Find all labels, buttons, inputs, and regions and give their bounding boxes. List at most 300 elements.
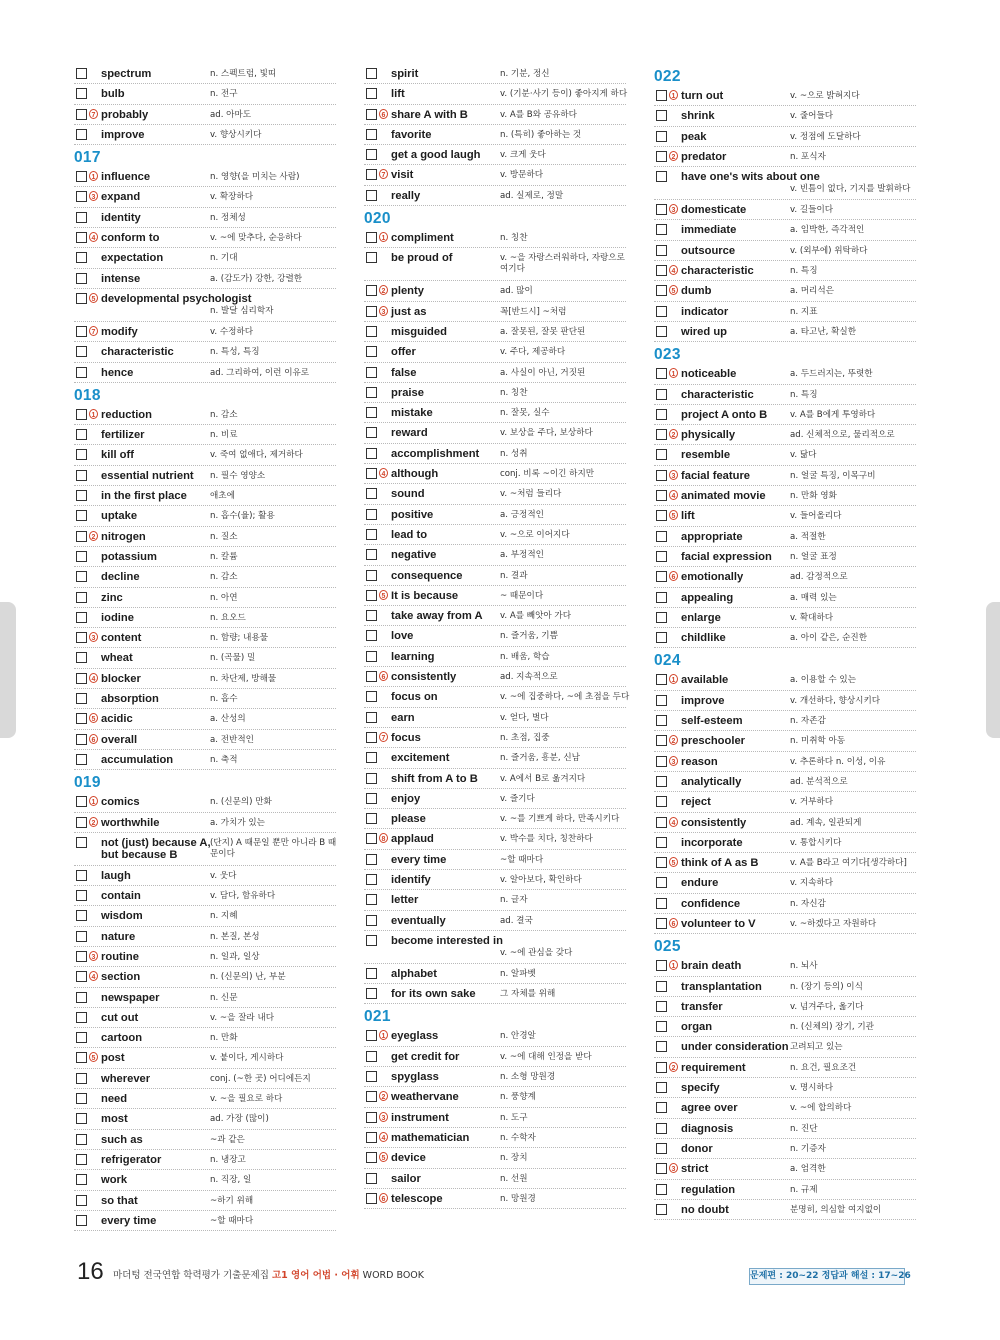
study-checkbox[interactable] [656, 981, 667, 992]
vocab-row [74, 506, 336, 526]
vocab-meaning: n. 망원경 [500, 1193, 536, 1204]
study-checkbox[interactable] [366, 88, 377, 99]
study-checkbox[interactable] [656, 171, 667, 182]
vocab-meaning: v. 정점에 도달하다 [790, 131, 861, 142]
vocab-row [364, 850, 626, 870]
vocab-row [654, 1180, 916, 1200]
vocab-word: favorite [391, 128, 432, 141]
study-checkbox[interactable] [366, 387, 377, 398]
vocab-row [364, 708, 626, 728]
vocab-meaning: n. 결과 [500, 570, 528, 581]
page-number: 16 [77, 1258, 104, 1285]
study-checkbox[interactable] [76, 109, 87, 120]
vocab-row [654, 147, 916, 167]
vocab-row [74, 289, 336, 322]
study-checkbox[interactable] [366, 1091, 377, 1102]
vocab-word: excitement [391, 752, 450, 765]
study-checkbox[interactable] [76, 890, 87, 901]
study-checkbox[interactable] [76, 510, 87, 521]
study-checkbox[interactable] [656, 1062, 667, 1073]
vocab-word: zinc [101, 591, 123, 604]
study-checkbox[interactable] [656, 449, 667, 460]
study-checkbox[interactable] [366, 793, 377, 804]
study-checkbox[interactable] [76, 1134, 87, 1145]
vocab-row [364, 911, 626, 931]
study-checkbox[interactable] [76, 212, 87, 223]
study-checkbox[interactable] [656, 110, 667, 121]
vocab-word: praise [391, 386, 424, 399]
study-checkbox[interactable] [76, 326, 87, 337]
vocab-meaning: n. (곡물) 밀 [210, 653, 256, 664]
study-checkbox[interactable] [76, 1073, 87, 1084]
study-checkbox[interactable] [366, 190, 377, 201]
vocab-meaning: v. ~에 대해 인정을 받다 [500, 1051, 592, 1062]
vocab-word: accumulation [101, 753, 174, 766]
question-number-badge: 5 [89, 713, 98, 723]
study-checkbox[interactable] [656, 429, 667, 440]
vocab-word: expectation [101, 252, 164, 265]
vocab-word: predator [681, 150, 727, 163]
study-checkbox[interactable] [656, 918, 667, 929]
vocab-word: animated movie [681, 490, 766, 503]
vocab-word: share A with B [391, 108, 468, 121]
vocab-meaning: v. 지속하다 [790, 878, 834, 889]
footer-subject: 고1 영어 어법 · 어휘 [271, 1270, 360, 1281]
footer-word-book: WORD BOOK [362, 1270, 425, 1281]
vocab-row [364, 403, 626, 423]
vocab-meaning: v. 들어올리다 [790, 511, 842, 522]
study-checkbox[interactable] [366, 468, 377, 479]
study-checkbox[interactable] [656, 389, 667, 400]
question-number-badge: 2 [669, 151, 678, 161]
vocab-row [364, 302, 626, 322]
vocab-word: lead to [391, 528, 428, 541]
vocab-word: project A onto B [681, 408, 768, 421]
vocab-row [74, 813, 336, 833]
study-checkbox[interactable] [76, 652, 87, 663]
question-number-badge: 1 [89, 171, 98, 181]
vocab-meaning: n. 감소 [210, 409, 238, 420]
vocab-word: reason [681, 755, 718, 768]
study-checkbox[interactable] [76, 971, 87, 982]
study-checkbox[interactable] [656, 409, 667, 420]
study-checkbox[interactable] [76, 531, 87, 542]
study-checkbox[interactable] [656, 592, 667, 603]
vocab-word: facial feature [681, 469, 751, 482]
question-number-badge: 4 [89, 673, 98, 683]
vocab-meaning: 고려되고 있는 [790, 1042, 843, 1053]
study-checkbox[interactable] [76, 693, 87, 704]
study-checkbox[interactable] [656, 1082, 667, 1093]
study-checkbox[interactable] [76, 429, 87, 440]
question-number-badge: 7 [89, 109, 98, 119]
study-checkbox[interactable] [656, 326, 667, 337]
vocab-word: characteristic [681, 265, 754, 278]
study-checkbox[interactable] [366, 630, 377, 641]
study-checkbox[interactable] [656, 204, 667, 215]
study-checkbox[interactable] [76, 293, 87, 304]
study-checkbox[interactable] [366, 306, 377, 317]
study-checkbox[interactable] [76, 951, 87, 962]
vocab-meaning: n. 알파벳 [500, 968, 536, 979]
study-checkbox[interactable] [656, 1123, 667, 1134]
study-checkbox[interactable] [656, 857, 667, 868]
vocab-column-3 [654, 64, 916, 1220]
study-checkbox[interactable] [656, 551, 667, 562]
study-checkbox[interactable] [366, 712, 377, 723]
study-checkbox[interactable] [366, 894, 377, 905]
study-checkbox[interactable] [656, 1021, 667, 1032]
vocab-row [654, 1139, 916, 1159]
study-checkbox[interactable] [76, 632, 87, 643]
study-checkbox[interactable] [656, 265, 667, 276]
vocab-row [74, 322, 336, 342]
study-checkbox[interactable] [366, 1112, 377, 1123]
study-checkbox[interactable] [76, 1195, 87, 1206]
study-checkbox[interactable] [76, 612, 87, 623]
study-checkbox[interactable] [656, 877, 667, 888]
study-checkbox[interactable] [656, 510, 667, 521]
vocab-meaning: n. 발달 심리학자 [210, 305, 274, 316]
study-checkbox[interactable] [366, 935, 377, 946]
study-checkbox[interactable] [366, 68, 377, 79]
vocab-word: characteristic [101, 346, 174, 359]
vocab-meaning: a. 두드러지는, 뚜렷한 [790, 369, 873, 380]
study-checkbox[interactable] [656, 151, 667, 162]
study-checkbox[interactable] [366, 854, 377, 865]
study-checkbox[interactable] [366, 529, 377, 540]
study-checkbox[interactable] [76, 910, 87, 921]
study-checkbox[interactable] [656, 531, 667, 542]
vocab-row [364, 870, 626, 890]
vocab-meaning: a. 전반적인 [210, 734, 254, 745]
vocab-word: noticeable [681, 368, 737, 381]
question-number-badge: 5 [669, 857, 678, 867]
study-checkbox[interactable] [76, 754, 87, 765]
study-checkbox[interactable] [366, 232, 377, 243]
study-checkbox[interactable] [76, 837, 87, 848]
study-checkbox[interactable] [366, 773, 377, 784]
study-checkbox[interactable] [366, 691, 377, 702]
study-checkbox[interactable] [366, 1030, 377, 1041]
vocab-word: transplantation [681, 980, 762, 993]
vocab-word: consequence [391, 569, 463, 582]
vocab-meaning: v. 보상을 주다, 보상하다 [500, 428, 593, 439]
vocab-meaning: n. 함량; 내용물 [210, 633, 269, 644]
vocab-meaning: a. 머리석은 [790, 286, 834, 297]
study-checkbox[interactable] [656, 224, 667, 235]
vocab-meaning: n. 냉장고 [210, 1154, 246, 1165]
study-checkbox[interactable] [76, 68, 87, 79]
study-checkbox[interactable] [366, 367, 377, 378]
vocab-meaning: ~과 같은 [210, 1134, 245, 1145]
vocab-row [654, 261, 916, 281]
vocab-meaning: v. ~을 자랑스러워하다, 자랑으로 여기다 [500, 253, 625, 275]
vocab-row [74, 669, 336, 689]
study-checkbox[interactable] [366, 732, 377, 743]
study-checkbox[interactable] [76, 592, 87, 603]
study-checkbox[interactable] [76, 367, 87, 378]
study-checkbox[interactable] [366, 610, 377, 621]
vocab-word: alphabet [391, 967, 438, 980]
vocab-word: diagnosis [681, 1122, 734, 1135]
study-checkbox[interactable] [366, 427, 377, 438]
study-checkbox[interactable] [656, 612, 667, 623]
vocab-row [654, 977, 916, 997]
vocab-word: wisdom [101, 910, 143, 923]
vocab-word: content [101, 632, 142, 645]
vocab-row [74, 64, 336, 84]
study-checkbox[interactable] [366, 129, 377, 140]
vocab-meaning: ad. 지속적으로 [500, 672, 558, 683]
vocab-meaning: n. 초점, 집중 [500, 732, 550, 743]
study-checkbox[interactable] [76, 817, 87, 828]
study-checkbox[interactable] [76, 490, 87, 501]
study-checkbox[interactable] [366, 1173, 377, 1184]
vocab-word: wheat [101, 652, 133, 665]
study-checkbox[interactable] [656, 131, 667, 142]
study-checkbox[interactable] [366, 549, 377, 560]
footer-book-title: 마더텅 전국연합 학력평가 기출문제집 [113, 1270, 269, 1281]
study-checkbox[interactable] [656, 1041, 667, 1052]
study-checkbox[interactable] [656, 695, 667, 706]
vocab-row [654, 302, 916, 322]
vocab-word: enjoy [391, 792, 421, 805]
section-heading: 021 [364, 1008, 391, 1026]
study-checkbox[interactable] [656, 817, 667, 828]
study-checkbox[interactable] [366, 252, 377, 263]
vocab-row [364, 1108, 626, 1128]
vocab-meaning: v. 거부하다 [790, 797, 834, 808]
vocab-meaning: n. 차단제, 방해물 [210, 673, 277, 684]
study-checkbox[interactable] [366, 813, 377, 824]
study-checkbox[interactable] [366, 488, 377, 499]
study-checkbox[interactable] [366, 169, 377, 180]
study-checkbox[interactable] [76, 992, 87, 1003]
study-checkbox[interactable] [76, 734, 87, 745]
study-checkbox[interactable] [366, 874, 377, 885]
study-checkbox[interactable] [656, 306, 667, 317]
study-checkbox[interactable] [366, 1193, 377, 1204]
study-checkbox[interactable] [76, 252, 87, 263]
vocab-word: no doubt [681, 1203, 729, 1216]
study-checkbox[interactable] [366, 1071, 377, 1082]
study-checkbox[interactable] [76, 870, 87, 881]
vocab-row [364, 165, 626, 185]
vocab-row [654, 853, 916, 873]
study-checkbox[interactable] [366, 448, 377, 459]
vocab-row [74, 1048, 336, 1068]
vocab-meaning: n. 만화 영화 [790, 491, 837, 502]
study-checkbox[interactable] [656, 470, 667, 481]
study-checkbox[interactable] [656, 960, 667, 971]
study-checkbox[interactable] [656, 1001, 667, 1012]
vocab-row [364, 545, 626, 565]
study-checkbox[interactable] [656, 285, 667, 296]
study-checkbox[interactable] [76, 171, 87, 182]
study-checkbox[interactable] [366, 1152, 377, 1163]
study-checkbox[interactable] [76, 273, 87, 284]
study-checkbox[interactable] [366, 651, 377, 662]
vocab-row [654, 200, 916, 220]
question-number-badge: 2 [669, 1062, 678, 1072]
vocab-meaning: n. 얼굴 특징, 이목구비 [790, 470, 876, 481]
vocab-meaning: n. 글자 [500, 895, 528, 906]
study-checkbox[interactable] [366, 590, 377, 601]
study-checkbox[interactable] [76, 1012, 87, 1023]
vocab-meaning: (단지) A 때문일 뿐만 아니라 B 때문이다 [210, 837, 337, 859]
study-checkbox[interactable] [76, 796, 87, 807]
vocab-word: probably [101, 108, 149, 121]
vocab-row [364, 105, 626, 125]
study-checkbox[interactable] [76, 346, 87, 357]
vocab-row [364, 1067, 626, 1087]
study-checkbox[interactable] [76, 449, 87, 460]
study-checkbox[interactable] [366, 1051, 377, 1062]
vocab-meaning: v. 크게 웃다 [500, 150, 546, 161]
vocab-meaning: n. 기대 [210, 253, 238, 264]
study-checkbox[interactable] [656, 674, 667, 685]
vocab-word: every time [101, 1214, 157, 1227]
study-checkbox[interactable] [656, 796, 667, 807]
vocab-meaning: n. 칭찬 [500, 233, 528, 244]
study-checkbox[interactable] [366, 326, 377, 337]
vocab-row [364, 1148, 626, 1168]
study-checkbox[interactable] [76, 673, 87, 684]
study-checkbox[interactable] [656, 1143, 667, 1154]
study-checkbox[interactable] [76, 1032, 87, 1043]
vocab-row [364, 84, 626, 104]
question-number-badge: 4 [669, 817, 678, 827]
question-number-badge: 3 [89, 951, 98, 961]
study-checkbox[interactable] [656, 715, 667, 726]
study-checkbox[interactable] [656, 1163, 667, 1174]
study-checkbox[interactable] [366, 149, 377, 160]
question-number-badge: 1 [669, 960, 678, 970]
study-checkbox[interactable] [656, 1102, 667, 1113]
study-checkbox[interactable] [76, 1093, 87, 1104]
vocab-word: misguided [391, 325, 447, 338]
study-checkbox[interactable] [656, 1204, 667, 1215]
vocab-row [364, 281, 626, 301]
study-checkbox[interactable] [656, 368, 667, 379]
study-checkbox[interactable] [656, 90, 667, 101]
vocab-row [654, 588, 916, 608]
study-checkbox[interactable] [76, 1113, 87, 1124]
study-checkbox[interactable] [76, 191, 87, 202]
study-checkbox[interactable] [656, 571, 667, 582]
vocab-word: iodine [101, 611, 134, 624]
study-checkbox[interactable] [76, 1154, 87, 1165]
study-checkbox[interactable] [656, 1184, 667, 1195]
study-checkbox[interactable] [366, 968, 377, 979]
vocab-meaning: a. 매력 있는 [790, 592, 837, 603]
vocab-meaning: n. 자존감 [790, 716, 826, 727]
vocab-row [654, 914, 916, 934]
vocab-word: sound [391, 488, 425, 501]
vocab-row [654, 364, 916, 384]
study-checkbox[interactable] [656, 245, 667, 256]
study-checkbox[interactable] [76, 232, 87, 243]
vocab-row [654, 445, 916, 465]
study-checkbox[interactable] [366, 570, 377, 581]
study-checkbox[interactable] [76, 551, 87, 562]
vocab-row [74, 709, 336, 729]
study-checkbox[interactable] [76, 129, 87, 140]
vocab-row [654, 997, 916, 1017]
vocab-word: brain death [681, 960, 742, 973]
vocab-word: eventually [391, 914, 446, 927]
question-number-badge: 2 [669, 735, 678, 745]
study-checkbox[interactable] [656, 776, 667, 787]
vocab-word: wired up [681, 325, 727, 338]
study-checkbox[interactable] [366, 915, 377, 926]
study-checkbox[interactable] [366, 109, 377, 120]
study-checkbox[interactable] [76, 88, 87, 99]
study-checkbox[interactable] [656, 837, 667, 848]
vocab-word: shift from A to B [391, 772, 478, 785]
vocab-row [654, 1017, 916, 1037]
vocab-row [364, 228, 626, 248]
vocab-meaning: n. 비료 [210, 430, 238, 441]
vocab-word: It is because [391, 589, 459, 602]
study-checkbox[interactable] [366, 752, 377, 763]
vocab-meaning: n. 필수 영양소 [210, 470, 266, 481]
study-checkbox[interactable] [76, 713, 87, 724]
study-checkbox[interactable] [76, 409, 87, 420]
study-checkbox[interactable] [366, 671, 377, 682]
study-checkbox[interactable] [656, 756, 667, 767]
study-checkbox[interactable] [76, 931, 87, 942]
vocab-row [364, 566, 626, 586]
vocab-word: wherever [101, 1072, 151, 1085]
vocab-meaning: ~할 때마다 [210, 1215, 254, 1226]
vocab-row [74, 1028, 336, 1048]
vocab-row [654, 127, 916, 147]
vocab-meaning: v. ~을 잘라 내다 [210, 1012, 275, 1023]
vocab-row [654, 466, 916, 486]
vocab-meaning: v. ~에 집중하다, ~에 초점을 두다 [500, 692, 630, 703]
study-checkbox[interactable] [656, 490, 667, 501]
study-checkbox[interactable] [76, 571, 87, 582]
vocab-row [74, 886, 336, 906]
study-checkbox[interactable] [366, 285, 377, 296]
study-checkbox[interactable] [366, 509, 377, 520]
study-checkbox[interactable] [76, 1174, 87, 1185]
study-checkbox[interactable] [656, 898, 667, 909]
study-checkbox[interactable] [656, 632, 667, 643]
study-checkbox[interactable] [366, 1132, 377, 1143]
vocab-word: overall [101, 733, 138, 746]
vocab-row [364, 789, 626, 809]
study-checkbox[interactable] [76, 1052, 87, 1063]
study-checkbox[interactable] [366, 833, 377, 844]
vocab-word: emotionally [681, 571, 744, 584]
study-checkbox[interactable] [366, 988, 377, 999]
vocab-row [74, 1008, 336, 1028]
question-number-badge: 3 [379, 1112, 388, 1122]
vocab-row [654, 670, 916, 690]
study-checkbox[interactable] [366, 346, 377, 357]
study-checkbox[interactable] [76, 470, 87, 481]
vocab-word: identity [101, 211, 141, 224]
vocab-row [74, 567, 336, 587]
vocab-meaning: v. (외부에) 위탁하다 [790, 245, 868, 256]
study-checkbox[interactable] [656, 735, 667, 746]
study-checkbox[interactable] [76, 1215, 87, 1226]
vocab-meaning: v. 길들이다 [790, 205, 834, 216]
study-checkbox[interactable] [366, 407, 377, 418]
